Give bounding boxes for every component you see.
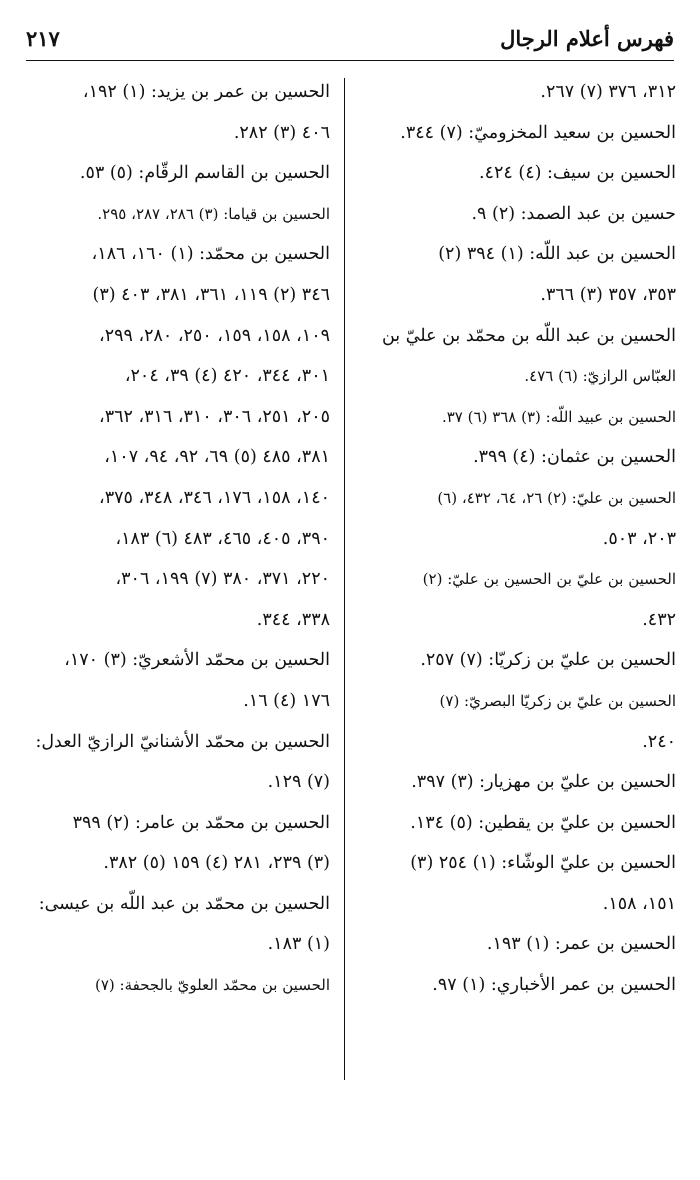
index-line: ٢٢٠، ٣٧١، ٣٨٠ (٧) ١٩٩، ٣٠٦، (115, 569, 330, 590)
index-line: ١٥١، ١٥٨. (602, 893, 676, 914)
index-line: الحسين بن محمّد بن عامر: (٢) ٣٩٩ (72, 812, 330, 833)
index-line: الحسين بن محمّد الأشعريّ: (٣) ١٧٠، (64, 650, 330, 671)
index-line: الحسين بن محمّد بن عبد اللّه بن عيسى: (38, 893, 330, 914)
index-line: الحسين بن القاسم الرقّام: (٥) ٥٣. (79, 163, 330, 184)
index-line: الحسين بن عبد اللّه: (١) ٣٩٤ (٢) (438, 244, 676, 265)
column-divider (344, 78, 345, 1080)
page-number: ٢١٧ (26, 26, 60, 51)
index-line: ٣٩٠، ٤٠٥، ٤٦٥، ٤٨٣ (٦) ١٨٣، (115, 528, 330, 549)
index-line: الحسين بن عبيد اللّه: (٣) ٣٦٨ (٦) ٣٧. (441, 407, 676, 426)
index-line: الحسين بن عمر: (١) ١٩٣. (486, 934, 676, 955)
index-line: الحسين بن عليّ بن الحسين بن عليّ: (٢) (422, 570, 676, 589)
index-line: الحسين بن عليّ بن مهزيار: (٣) ٣٩٧. (411, 772, 676, 793)
index-line: (٣) ٢٣٩، ٢٨١ (٤) ١٥٩ (٥) ٣٨٢. (103, 853, 330, 874)
page-header (26, 20, 674, 61)
index-line: الحسين بن عليّ الوشّاء: (١) ٢٥٤ (٣) (410, 853, 676, 874)
index-line: ١٧٦ (٤) ١٦. (243, 690, 330, 711)
index-line: الحسين بن عليّ بن زكريّا البصريّ: (٧) (439, 691, 676, 710)
index-line: ٣٤٦ (٢) ١١٩، ٣٦١، ٣٨١، ٤٠٣ (٣) (92, 284, 330, 305)
index-line: الحسين بن عبد اللّه بن محمّد بن عليّ بن (381, 325, 676, 346)
index-line: (١) ١٨٣. (267, 934, 330, 955)
index-line: الحسين بن عثمان: (٤) ٣٩٩. (473, 447, 676, 468)
index-column-right (360, 72, 676, 1006)
index-line: الحسين بن عليّ: (٢) ٢٦، ٦٤، ٤٣٢، (٦) (437, 488, 676, 507)
index-line: الحسين بن محمّد الأشنانيّ الرازيّ العدل: (35, 731, 330, 752)
index-column-left (24, 72, 330, 1006)
index-line: ٢٤٠. (642, 731, 676, 752)
index-line: الحسين بن عليّ بن زكريّا: (٧) ٢٥٧. (420, 650, 676, 671)
index-line: ٢٠٣، ٥٠٣. (602, 528, 676, 549)
index-line: ٣٥٣، ٣٥٧ (٣) ٣٦٦. (540, 284, 676, 305)
index-line: ٣٣٨، ٣٤٤. (256, 609, 330, 630)
index-line: ٣١٢، ٣٧٦ (٧) ٢٦٧. (540, 82, 676, 102)
index-line: ٣٠١، ٣٤٤، ٤٢٠ (٤) ٣٩، ٢٠٤، (124, 366, 330, 387)
index-line: الحسين بن عمر الأخباري: (١) ٩٧. (432, 975, 676, 996)
running-title: فهرس أعلام الرجال (500, 26, 674, 51)
index-line: الحسين بن محمّد العلويّ بالجحفة: (٧) (94, 976, 330, 995)
index-line: الحسين بن قياما: (٣) ٢٨٦، ٢٨٧، ٢٩٥. (97, 204, 330, 223)
index-line: ٤٣٢. (642, 609, 676, 630)
index-line: الحسين بن عمر بن يزيد: (١) ١٩٢، (82, 82, 330, 102)
index-line: الحسين بن محمّد: (١) ١٦٠، ١٨٦، (91, 244, 330, 265)
index-line: الحسين بن سيف: (٤) ٤٢٤. (479, 163, 676, 184)
index-line: ٣٨١، ٤٨٥ (٥) ٦٩، ٩٢، ٩٤، ١٠٧، (104, 447, 330, 468)
index-line: ١٠٩، ١٥٨، ١٥٩، ٢٥٠، ٢٨٠، ٢٩٩، (99, 325, 330, 346)
index-line: حسين بن عبد الصمد: (٢) ٩. (471, 203, 676, 224)
index-line: الحسين بن سعيد المخزوميّ: (٧) ٣٤٤. (400, 122, 676, 143)
index-line: ١٤٠، ١٥٨، ١٧٦، ٣٤٦، ٣٤٨، ٣٧٥، (99, 487, 330, 508)
index-line: (٧) ١٢٩. (267, 772, 330, 793)
index-line: ٢٠٥، ٢٥١، ٣٠٦، ٣١٠، ٣١٦، ٣٦٢، (99, 406, 330, 427)
index-line: الحسين بن عليّ بن يقطين: (٥) ١٣٤. (410, 812, 676, 833)
index-line: العبّاس الرازيّ: (٦) ٤٧٦. (524, 367, 676, 386)
index-line: ٤٠٦ (٣) ٢٨٢. (233, 122, 330, 143)
